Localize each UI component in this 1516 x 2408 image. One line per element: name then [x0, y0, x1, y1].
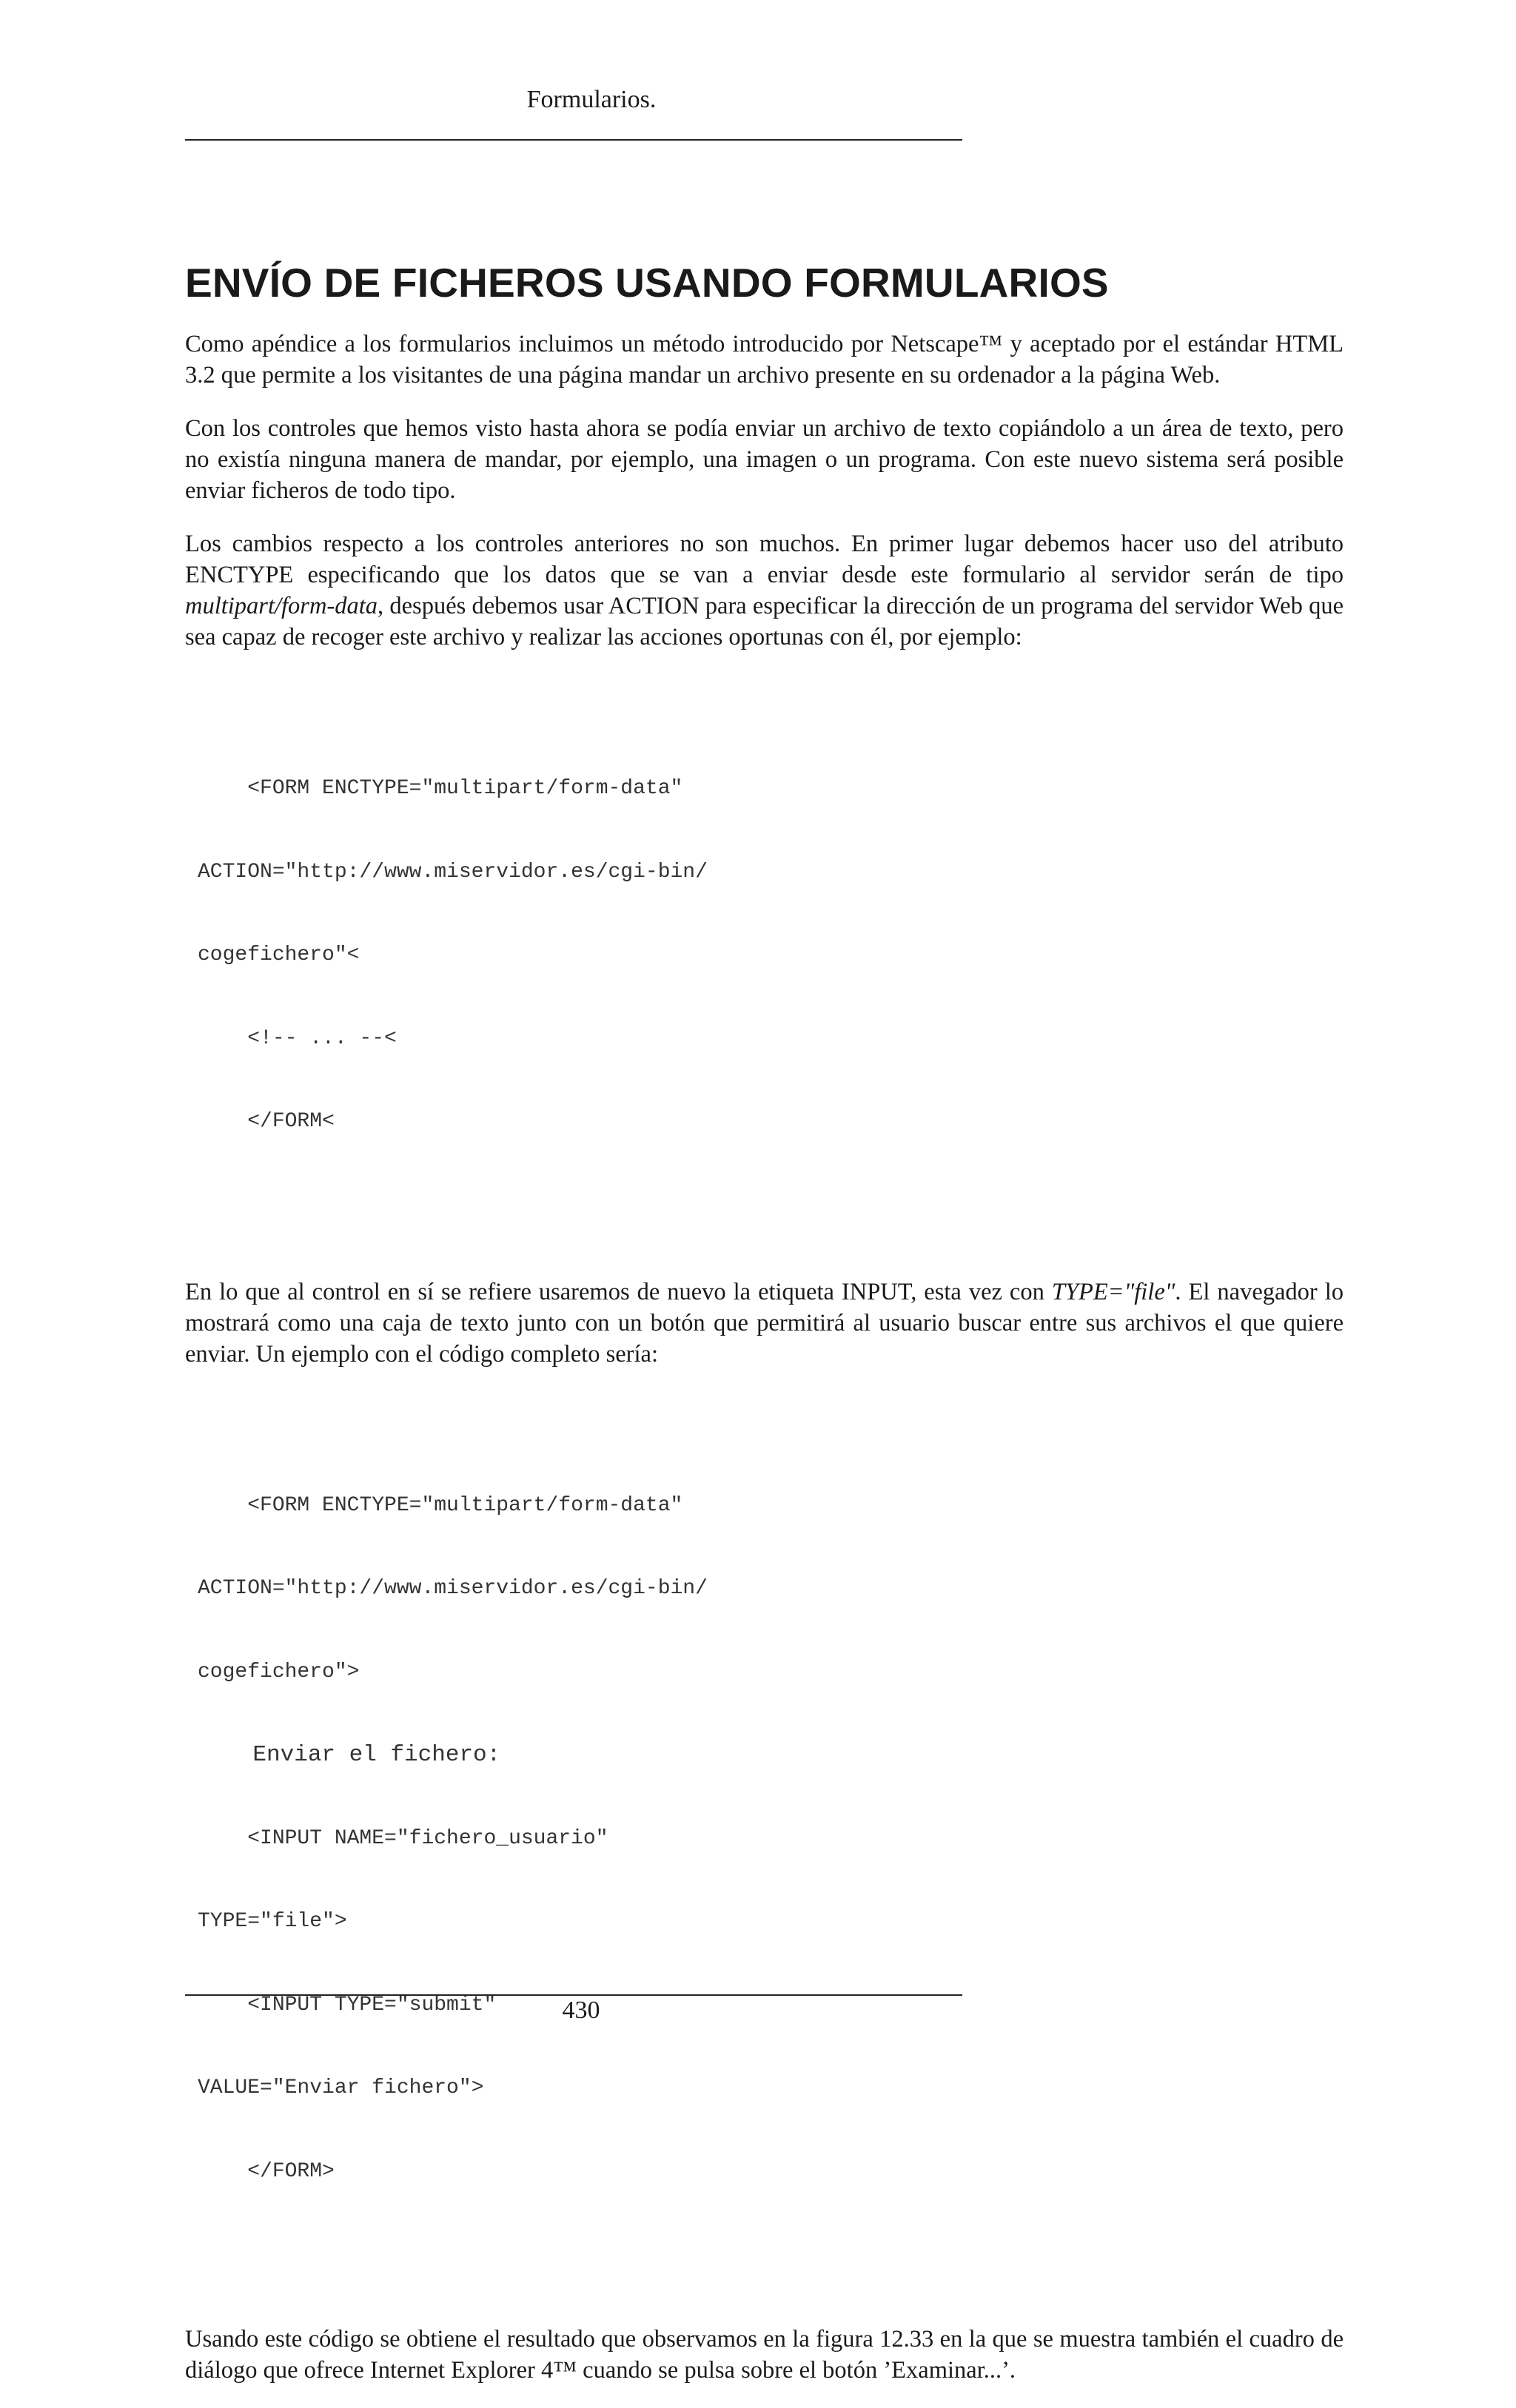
code-line: Enviar el fichero:	[198, 1742, 501, 1768]
header-rule	[185, 139, 962, 141]
code-line: cogefichero"<	[198, 944, 360, 966]
code-example-complete	[185, 1436, 1344, 2241]
code-line: ACTION="http://www.miservidor.es/cgi-bin/	[198, 1577, 708, 1600]
code-line: <INPUT NAME="fichero_usuario"	[198, 1826, 608, 1850]
paragraph-enctype	[185, 528, 1344, 653]
section-title: ENVÍO DE FICHEROS USANDO FORMULARIOS	[185, 260, 1109, 306]
paragraph-input-file	[185, 1277, 1344, 1370]
code-line: VALUE="Enviar fichero">	[198, 2076, 484, 2099]
paragraph-text: . El navegador lo mostrará como una caja de texto junto con un botón que permitirá al usuario buscar entre sus archivos el que quiere enviar. Un ejemplo con el código completo sería:	[185, 1278, 1344, 1368]
code-line: <!-- ... --<	[198, 1026, 397, 1050]
code-line: cogefichero">	[198, 1660, 360, 1684]
paragraph-intro: Como apéndice a los formularios incluimos un método introducido por Netscape™ y aceptado por el estándar HTML 3.2 que permite a los visitantes de una página mandar un archivo presente en su ordenador a la página Web.	[185, 331, 1344, 389]
code-line: <FORM ENCTYPE="multipart/form-data"	[198, 777, 683, 800]
code-line: <INPUT TYPE="submit"	[198, 1993, 497, 2017]
running-header: Formularios.	[526, 86, 657, 113]
paragraph-controls: Con los controles que hemos visto hasta ahora se podía enviar un archivo de texto copiándolo a un área de texto, pero no existía ninguna manera de mandar, por ejemplo, una imagen o un programa. Con este nuevo sistema será posible enviar ficheros de todo tipo.	[185, 415, 1344, 504]
code-line: </FORM>	[198, 2159, 335, 2183]
code-line: </FORM<	[198, 1110, 335, 1133]
paragraph-text: En lo que al control en sí se refiere usaremos de nuevo la etiqueta INPUT, esta vez con	[185, 1278, 1052, 1305]
code-line: TYPE="file">	[198, 1910, 347, 1933]
emphasis-text: multipart/form-data	[185, 593, 378, 619]
paragraph-result: Usando este código se obtiene el resultado que observamos en la figura 12.33 en la que se muestra también el cuadro de diálogo que ofrece Internet Explorer 4™ cuando se pulsa sobre el botón ’Examinar...’.	[185, 2326, 1344, 2384]
page-content	[185, 253, 1344, 2408]
paragraph-text: , después debemos usar ACTION para especificar la dirección de un programa del servidor Web que sea capaz de recoger este archivo y realizar las acciones oportunas con él, por ejemplo:	[185, 593, 1344, 650]
emphasis-text: TYPE="file"	[1051, 1278, 1175, 1305]
code-line: <FORM ENCTYPE="multipart/form-data"	[198, 1493, 683, 1517]
code-line: ACTION="http://www.miservidor.es/cgi-bin/	[198, 860, 708, 884]
page-number: 430	[562, 1997, 600, 2024]
paragraph-text: Los cambios respecto a los controles anteriores no son muchos. En primer lugar debemos hacer uso del atributo ENCTYPE especificando que los datos que se van a enviar desde este formulario al servidor serán de tipo	[185, 531, 1344, 588]
code-example-form	[185, 719, 1344, 1191]
